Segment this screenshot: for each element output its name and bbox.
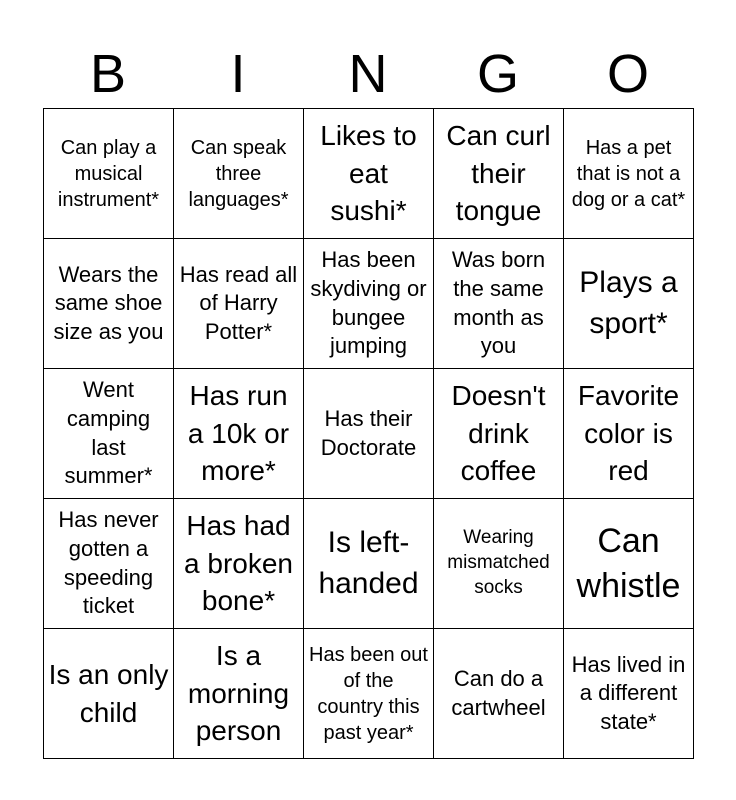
- bingo-cell[interactable]: Has lived in a different state*: [564, 629, 694, 759]
- bingo-cell[interactable]: Has a pet that is not a dog or a cat*: [564, 109, 694, 239]
- bingo-cell[interactable]: Is left-handed: [304, 499, 434, 629]
- bingo-cell[interactable]: Wears the same shoe size as you: [44, 239, 174, 369]
- header-letter-n: N: [348, 44, 388, 104]
- bingo-cell[interactable]: Has their Doctorate: [304, 369, 434, 499]
- bingo-cell[interactable]: Went camping last summer*: [44, 369, 174, 499]
- bingo-cell[interactable]: Doesn't drink coffee: [434, 369, 564, 499]
- bingo-cell[interactable]: Plays a sport*: [564, 239, 694, 369]
- bingo-cell[interactable]: Wearing mismatched socks: [434, 499, 564, 629]
- bingo-cell[interactable]: Has been out of the country this past year*: [304, 629, 434, 759]
- bingo-cell[interactable]: Has been skydiving or bungee jumping: [304, 239, 434, 369]
- bingo-board: [43, 108, 694, 759]
- bingo-cell[interactable]: Can speak three languages*: [174, 109, 304, 239]
- bingo-cell[interactable]: Has had a broken bone*: [174, 499, 304, 629]
- board-row: [44, 109, 694, 239]
- bingo-cell[interactable]: Can do a cartwheel: [434, 629, 564, 759]
- bingo-cell[interactable]: Has never gotten a speeding ticket: [44, 499, 174, 629]
- header-letter-g: G: [476, 44, 519, 104]
- bingo-cell[interactable]: Was born the same month as you: [434, 239, 564, 369]
- board-row: [44, 499, 694, 629]
- bingo-cell[interactable]: Can curl their tongue: [434, 109, 564, 239]
- bingo-cell[interactable]: Is an only child: [44, 629, 174, 759]
- bingo-cell[interactable]: Favorite color is red: [564, 369, 694, 499]
- board-row: [44, 629, 694, 759]
- bingo-cell[interactable]: Can play a musical instrument*: [44, 109, 174, 239]
- bingo-cell[interactable]: Has read all of Harry Potter*: [174, 239, 304, 369]
- board-row: [44, 369, 694, 499]
- bingo-cell[interactable]: Likes to eat sushi*: [304, 109, 434, 239]
- bingo-header: [43, 40, 693, 108]
- bingo-cell[interactable]: Has run a 10k or more*: [174, 369, 304, 499]
- bingo-cell[interactable]: Is a morning person: [174, 629, 304, 759]
- board-row: [44, 239, 694, 369]
- header-letter-i: I: [230, 44, 246, 104]
- header-letter-b: B: [89, 44, 127, 104]
- header-letter-o: O: [606, 44, 649, 104]
- bingo-cell[interactable]: Can whistle: [564, 499, 694, 629]
